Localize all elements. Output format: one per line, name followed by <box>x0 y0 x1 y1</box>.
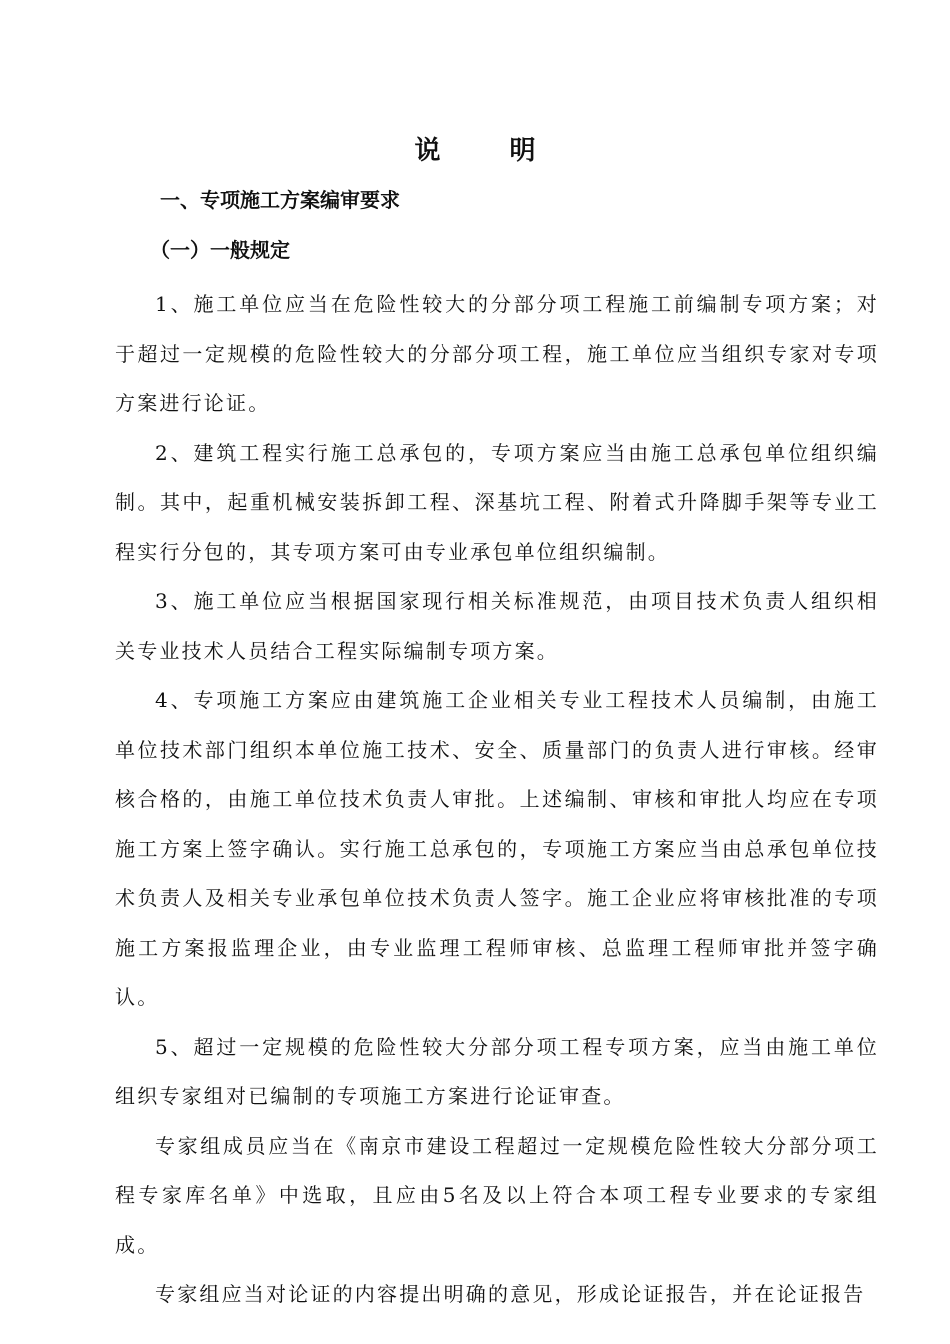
document-body <box>115 280 879 1320</box>
paragraph-6: 专家组成员应当在《南京市建设工程超过一定规模危险性较大分部分项工程专家库名单》中选取，且应由5名及以上符合本项工程专业要求的专家组成。 <box>115 1133 879 1257</box>
paragraph-5: 5、超过一定规模的危险性较大分部分项工程专项方案，应当由施工单位组织专家组对已编制的专项施工方案进行论证审查。 <box>115 1034 879 1108</box>
subsection-heading: （一）一般规定 <box>150 238 290 262</box>
page-title: 说 明 <box>414 136 566 166</box>
paragraph-7: 专家组应当对论证的内容提出明确的意见，形成论证报告，并在论证报告 <box>155 1282 866 1306</box>
paragraph-3: 3、施工单位应当根据国家现行相关标准规范，由项目技术负责人组织相关专业技术人员结合工程实际编制专项方案。 <box>115 589 879 663</box>
paragraph-1: 1、施工单位应当在危险性较大的分部分项工程施工前编制专项方案；对于超过一定规模的危险性较大的分部分项工程，施工单位应当组织专家对专项方案进行论证。 <box>115 292 879 415</box>
paragraph-4: 4、专项施工方案应由建筑施工企业相关专业工程技术人员编制，由施工单位技术部门组织本单位施工技术、安全、质量部门的负责人进行审核。经审核合格的，由施工单位技术负责人审批。上述编制、审核和审批人均应在专项施工方案上签字确认。实行施工总承包的，专项施工方案应当由总承包单位技术负责人及相关专业承包单位技术负责人签字。施工企业应将审核批准的专项施工方案报监理企业，由专业监理工程师审核、总监理工程师审批并签字确认。 <box>115 688 879 1009</box>
section-heading: 一、专项施工方案编审要求 <box>160 188 400 212</box>
paragraph-2: 2、建筑工程实行施工总承包的，专项方案应当由施工总承包单位组织编制。其中，起重机械安装拆卸工程、深基坑工程、附着式升降脚手架等专业工程实行分包的，其专项方案可由专业承包单位组织编制。 <box>115 440 879 564</box>
